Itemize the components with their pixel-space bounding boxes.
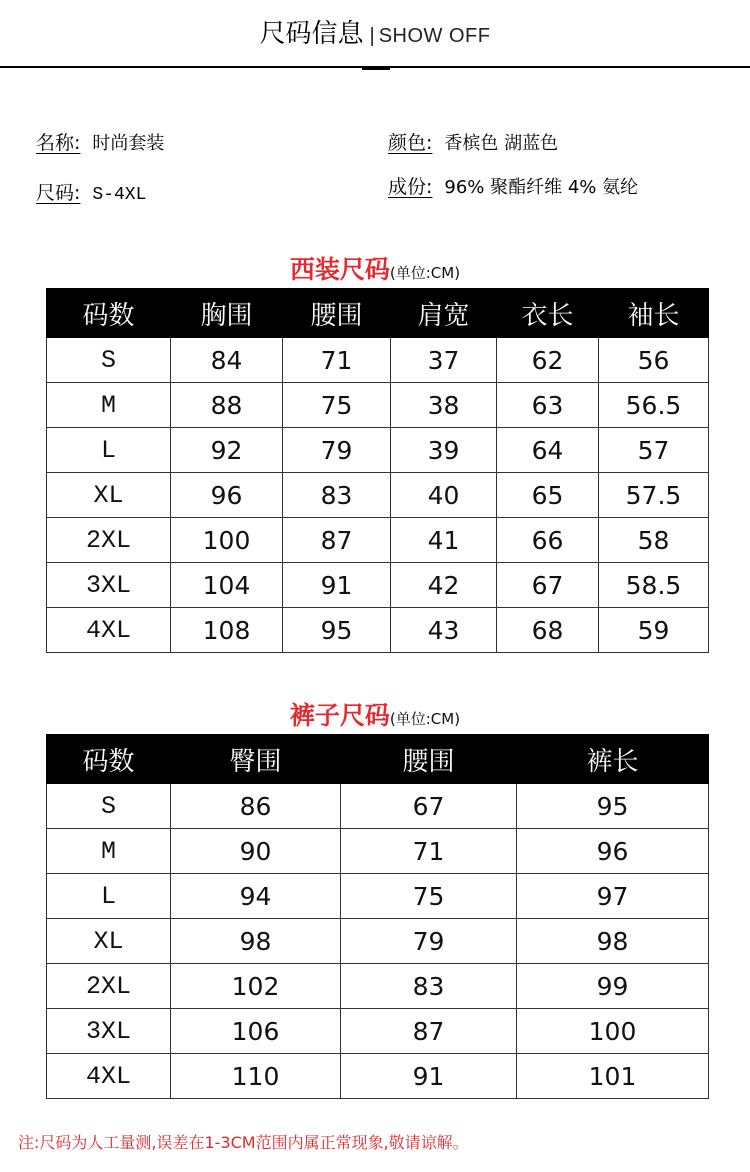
table-row xyxy=(47,784,709,829)
column-header: 码数 xyxy=(47,289,171,338)
table-cell: 38 xyxy=(391,383,497,428)
table-cell: 104 xyxy=(171,563,283,608)
column-header: 臀围 xyxy=(171,735,341,784)
table-cell: 102 xyxy=(171,964,341,1009)
table-cell: 43 xyxy=(391,608,497,653)
table-cell: 98 xyxy=(171,919,341,964)
title-separator: | xyxy=(369,25,375,47)
table-cell: 62 xyxy=(497,338,599,383)
table-cell: 83 xyxy=(341,964,517,1009)
column-header: 腰围 xyxy=(283,289,391,338)
table-cell: 95 xyxy=(517,784,709,829)
page-header xyxy=(0,0,750,66)
table-cell: 88 xyxy=(171,383,283,428)
name-value: 时尚套装 xyxy=(92,133,165,154)
table-cell: 87 xyxy=(341,1009,517,1054)
color-label: 颜色: xyxy=(388,132,433,154)
column-header: 裤长 xyxy=(517,735,709,784)
table-cell: 3XL xyxy=(47,1009,171,1054)
table-cell: 2XL xyxy=(47,518,171,563)
table-cell: 98 xyxy=(517,919,709,964)
table-cell: 97 xyxy=(517,874,709,919)
material-value: 96% 聚酯纤维 4% 氨纶 xyxy=(444,177,639,198)
table-cell: 71 xyxy=(341,829,517,874)
table-cell: 79 xyxy=(283,428,391,473)
title-en: SHOW OFF xyxy=(378,25,491,47)
table-row xyxy=(47,383,709,428)
table-row xyxy=(47,829,709,874)
table-cell: 106 xyxy=(171,1009,341,1054)
table-cell: M xyxy=(47,829,171,874)
table-cell: 95 xyxy=(283,608,391,653)
table-row xyxy=(47,563,709,608)
table-cell: 92 xyxy=(171,428,283,473)
table-cell: 65 xyxy=(497,473,599,518)
material-label: 成份: xyxy=(388,176,433,198)
table-cell: 4XL xyxy=(47,1054,171,1099)
table-cell: 67 xyxy=(341,784,517,829)
table-row xyxy=(47,1009,709,1054)
table-cell: 86 xyxy=(171,784,341,829)
info-size xyxy=(36,178,146,205)
table-cell: 94 xyxy=(171,874,341,919)
page-title xyxy=(0,18,750,52)
table-cell: 64 xyxy=(497,428,599,473)
table-cell: 56.5 xyxy=(599,383,709,428)
column-header: 袖长 xyxy=(599,289,709,338)
info-name xyxy=(36,128,164,155)
table-cell: 101 xyxy=(517,1054,709,1099)
column-header: 胸围 xyxy=(171,289,283,338)
table-cell: 66 xyxy=(497,518,599,563)
name-label: 名称: xyxy=(36,132,81,154)
column-header: 码数 xyxy=(47,735,171,784)
table-cell: XL xyxy=(47,919,171,964)
table-row xyxy=(47,919,709,964)
table-cell: 42 xyxy=(391,563,497,608)
table-cell: 75 xyxy=(341,874,517,919)
table-cell: L xyxy=(47,874,171,919)
table-cell: XL xyxy=(47,473,171,518)
suit-title: 西装尺码 xyxy=(289,255,390,284)
table-cell: 37 xyxy=(391,338,497,383)
table-row xyxy=(47,518,709,563)
table-row xyxy=(47,428,709,473)
column-header: 肩宽 xyxy=(391,289,497,338)
suit-section-title xyxy=(0,250,750,286)
table-cell: 84 xyxy=(171,338,283,383)
table-cell: 41 xyxy=(391,518,497,563)
column-header: 衣长 xyxy=(497,289,599,338)
column-header: 腰围 xyxy=(341,735,517,784)
table-cell: 71 xyxy=(283,338,391,383)
table-cell: 100 xyxy=(171,518,283,563)
table-cell: 75 xyxy=(283,383,391,428)
table-cell: 108 xyxy=(171,608,283,653)
table-cell: M xyxy=(47,383,171,428)
table-cell: 100 xyxy=(517,1009,709,1054)
table-cell: 2XL xyxy=(47,964,171,1009)
table-cell: 67 xyxy=(497,563,599,608)
table-row xyxy=(47,473,709,518)
table-cell: 68 xyxy=(497,608,599,653)
table-cell: S xyxy=(47,784,171,829)
suit-size-table xyxy=(46,288,709,653)
table-cell: 83 xyxy=(283,473,391,518)
pants-unit: (单位:CM) xyxy=(389,710,461,728)
table-cell: 96 xyxy=(171,473,283,518)
pants-header-row xyxy=(47,735,709,784)
info-color xyxy=(388,128,558,155)
info-material xyxy=(388,172,638,199)
table-cell: 99 xyxy=(517,964,709,1009)
table-row xyxy=(47,1054,709,1099)
table-cell: 39 xyxy=(391,428,497,473)
table-cell: S xyxy=(47,338,171,383)
table-cell: 79 xyxy=(341,919,517,964)
size-value: S-4XL xyxy=(92,185,147,205)
table-cell: 56 xyxy=(599,338,709,383)
table-cell: L xyxy=(47,428,171,473)
table-cell: 91 xyxy=(283,563,391,608)
size-label: 尺码: xyxy=(36,182,81,204)
table-cell: 3XL xyxy=(47,563,171,608)
table-row xyxy=(47,338,709,383)
table-row xyxy=(47,608,709,653)
table-cell: 58 xyxy=(599,518,709,563)
pants-size-table xyxy=(46,734,709,1099)
pants-title: 裤子尺码 xyxy=(289,701,390,730)
suit-header-row xyxy=(47,289,709,338)
suit-unit: (单位:CM) xyxy=(389,264,461,282)
table-cell: 58.5 xyxy=(599,563,709,608)
table-cell: 57 xyxy=(599,428,709,473)
table-cell: 87 xyxy=(283,518,391,563)
table-cell: 57.5 xyxy=(599,473,709,518)
table-cell: 63 xyxy=(497,383,599,428)
table-row xyxy=(47,874,709,919)
pants-section-title xyxy=(0,696,750,732)
table-cell: 40 xyxy=(391,473,497,518)
table-cell: 90 xyxy=(171,829,341,874)
table-row xyxy=(47,964,709,1009)
table-cell: 59 xyxy=(599,608,709,653)
measurement-note: 注:尺码为人工量测,误差在1-3CM范围内属正常现象,敬请谅解。 xyxy=(18,1133,469,1152)
table-cell: 91 xyxy=(341,1054,517,1099)
table-cell: 110 xyxy=(171,1054,341,1099)
color-value: 香槟色 湖蓝色 xyxy=(444,133,559,154)
header-divider-accent xyxy=(362,66,390,70)
table-cell: 96 xyxy=(517,829,709,874)
table-cell: 4XL xyxy=(47,608,171,653)
title-cn: 尺码信息 xyxy=(259,19,364,49)
